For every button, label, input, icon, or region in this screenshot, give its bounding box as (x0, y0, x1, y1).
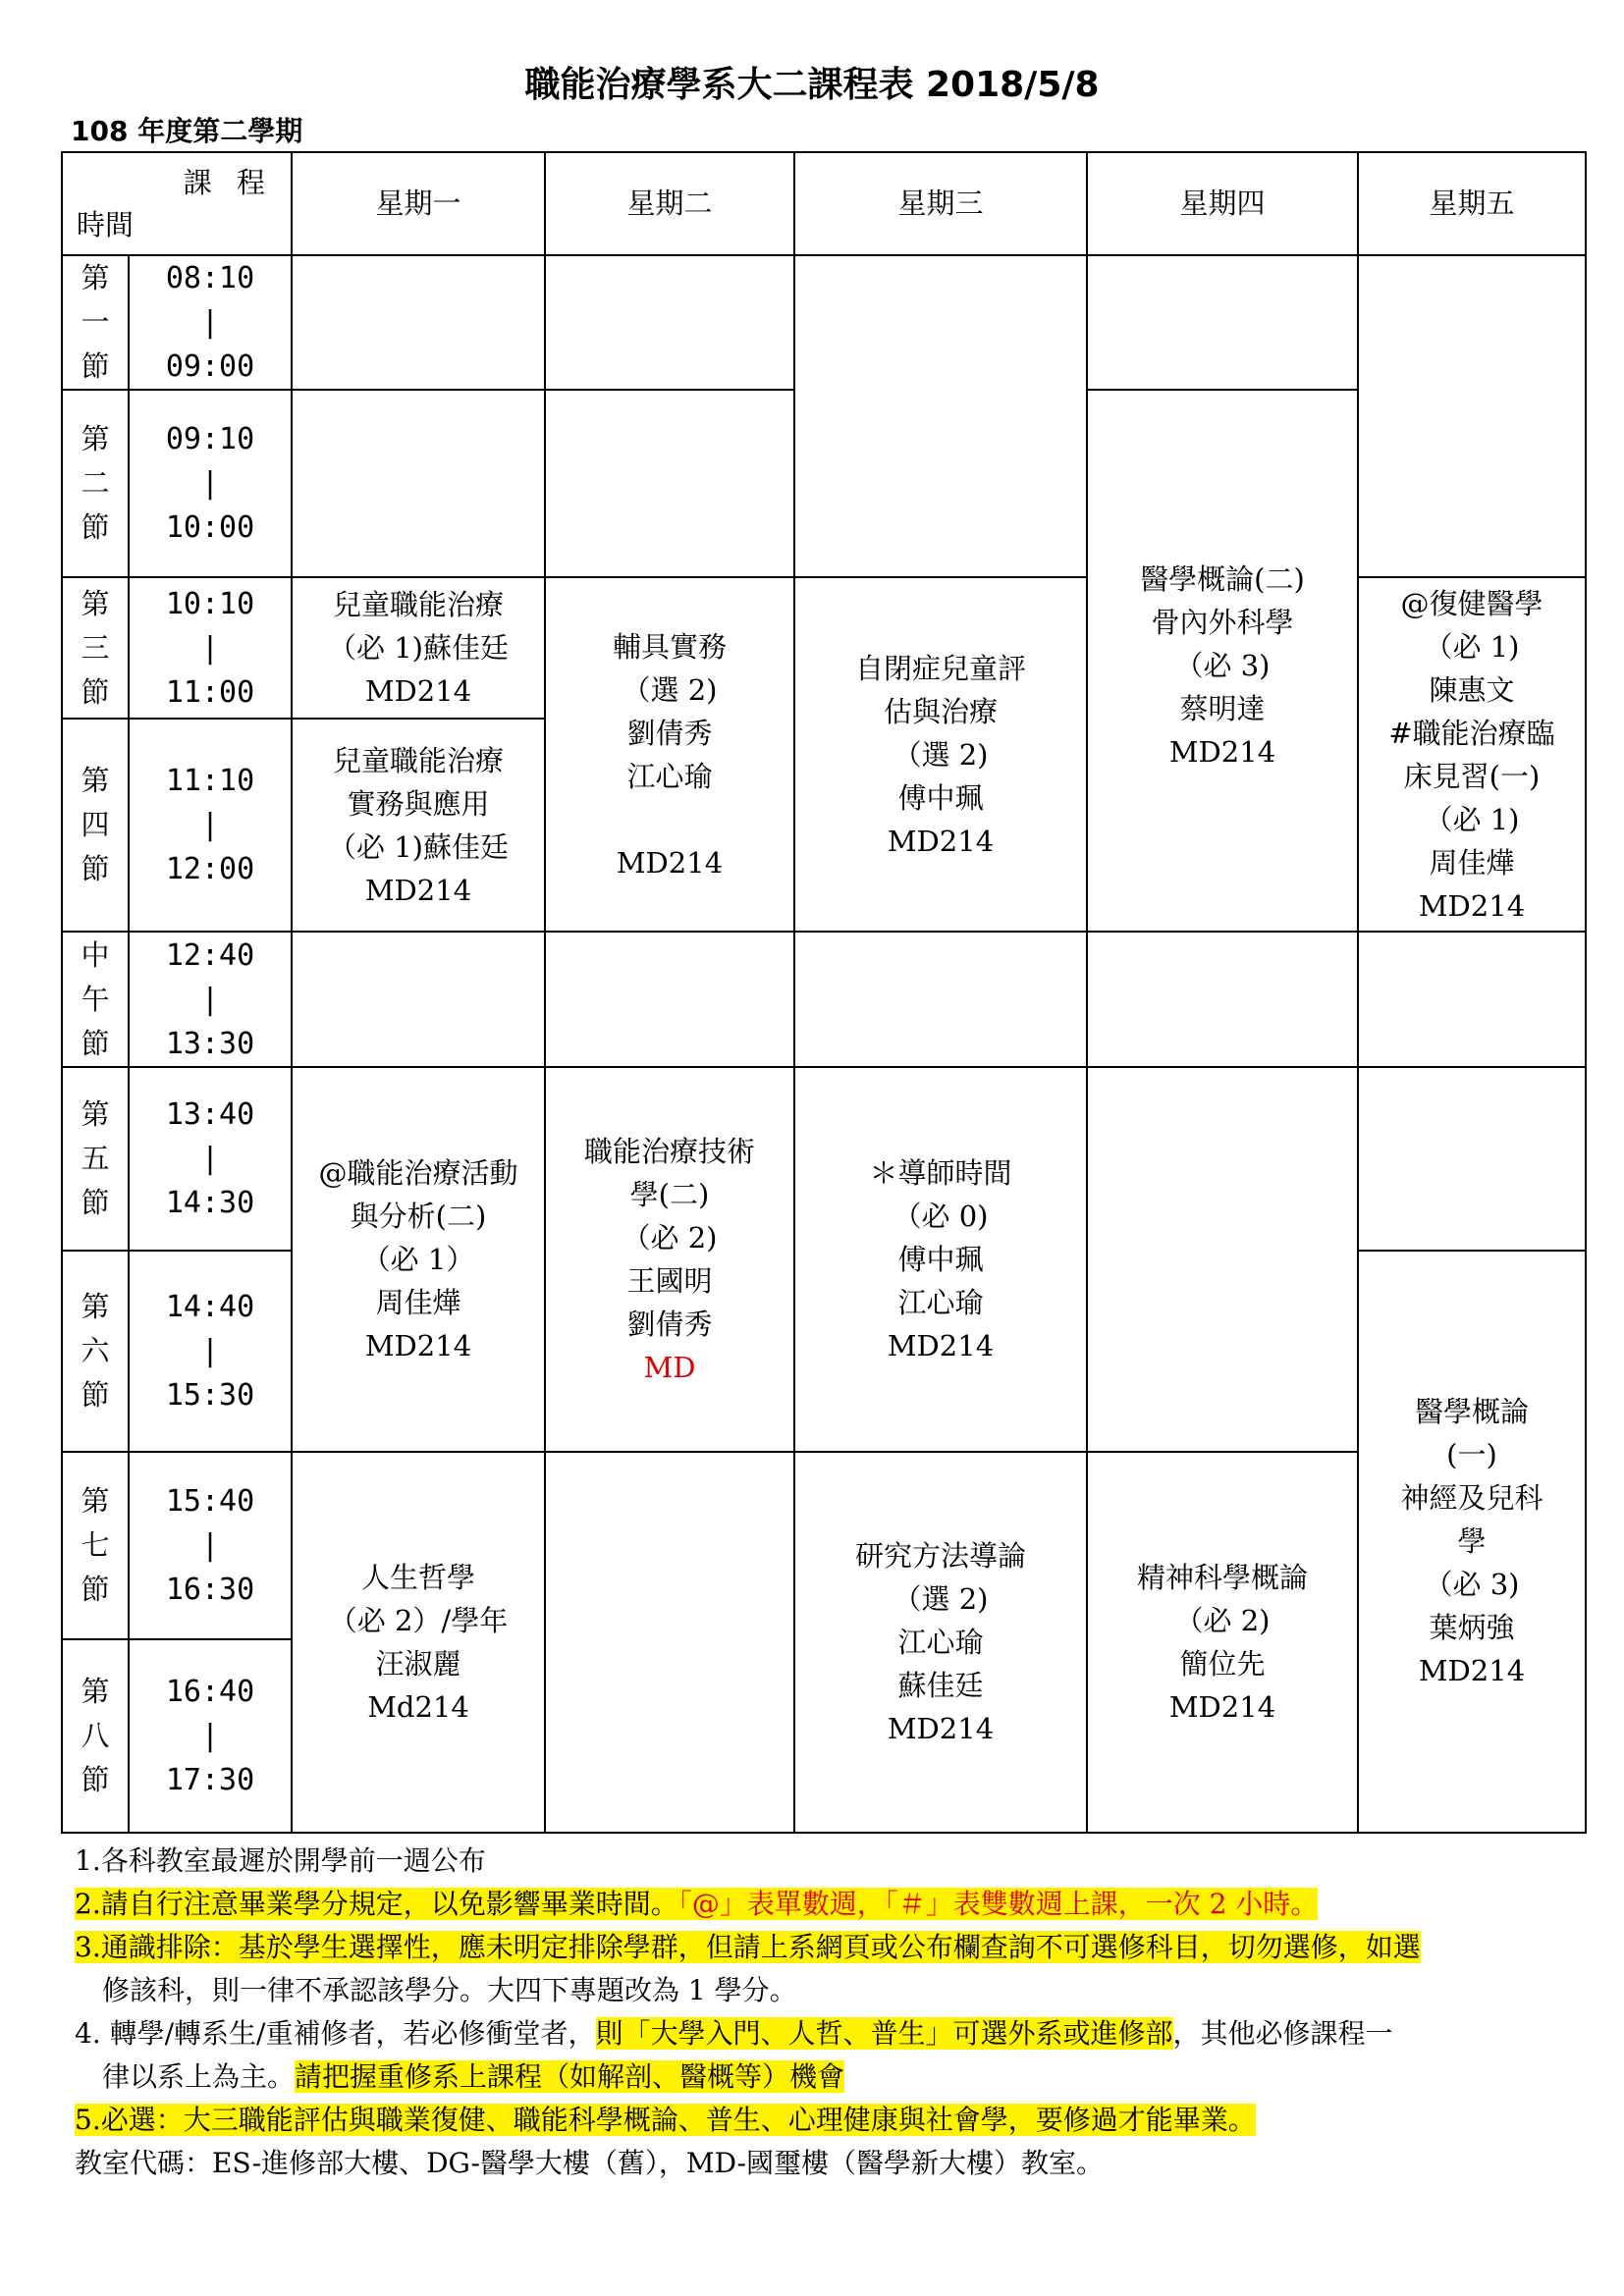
period-name: 第 七 節 (62, 1452, 129, 1639)
period-row (62, 1452, 1586, 1639)
day-header-mon: 星期一 (292, 152, 545, 255)
period-name: 第 二 節 (62, 390, 129, 577)
room-label: MD (643, 1350, 696, 1384)
empty-cell (545, 1452, 794, 1833)
empty-cell (1358, 932, 1586, 1067)
note-4-cont: 律以系上為主。請把握重修系上課程（如解剖、醫概等）機會 (102, 2060, 845, 2093)
course-cell-fri-rehab-medicine: @復健醫學 （必 1) 陳惠文 #職能治療臨 床見習(一) （必 1) 周佳燁 MD214 (1358, 577, 1586, 932)
course-cell-thu-medical-intro-2: 醫學概論(二) 骨內外科學 （必 3) 蔡明達 MD214 (1087, 390, 1358, 932)
period-row (62, 932, 1586, 1067)
period-name: 第 五 節 (62, 1067, 129, 1251)
period-name: 第 三 節 (62, 577, 129, 719)
course-cell-mon-ot-activity: @職能治療活動 與分析(二) （必 1） 周佳燁 MD214 (292, 1067, 545, 1452)
course-cell-tue-ot-techniques: 職能治療技術 學(二) （必 2) 王國明 劉倩秀 MD (545, 1067, 794, 1452)
course-cell-wed-research-methods: 研究方法導論 （選 2) 江心瑜 蘇佳廷 MD214 (794, 1452, 1087, 1833)
period-time: 13:40 | 14:30 (129, 1067, 292, 1251)
empty-cell (1358, 1067, 1586, 1251)
corner-time-label: 時間 (77, 207, 135, 241)
period-name: 第 一 節 (62, 255, 129, 391)
course-cell-wed-autism: 自閉症兒童評 估與治療 （選 2) 傅中珮 MD214 (794, 577, 1087, 932)
day-header-fri: 星期五 (1358, 152, 1586, 255)
note-room-codes: 教室代碼：ES-進修部大樓、DG-醫學大樓（舊），MD-國璽樓（醫學新大樓）教室。 (75, 2147, 1105, 2179)
course-cell-wed-tutor-time: ＊導師時間 （必 0) 傅中珮 江心瑜 MD214 (794, 1067, 1087, 1452)
notes-section (75, 1840, 1587, 2185)
empty-cell (545, 390, 794, 577)
page-title: 職能治療學系大二課程表 2018/5/8 (524, 65, 1100, 105)
corner-course-label: 課 程 (183, 166, 273, 199)
course-cell-fri-medical-intro-1: 醫學概論 (一) 神經及兒科 學 （必 3) 葉炳強 MD214 (1358, 1251, 1586, 1833)
course-cell-mon-child-ot-practice: 兒童職能治療 實務與應用 （必 1)蘇佳廷 MD214 (292, 719, 545, 932)
empty-cell (545, 932, 794, 1067)
schedule-table (61, 151, 1587, 1834)
note-2: 2.請自行注意畢業學分規定，以免影響畢業時間。「@」表單數週，「＃」表雙數週上課，一次 2 小時。 (75, 1888, 1319, 1920)
period-name: 第 六 節 (62, 1251, 129, 1452)
period-time: 12:40 | 13:30 (129, 932, 292, 1067)
course-cell-mon-child-ot: 兒童職能治療 （必 1)蘇佳廷 MD214 (292, 577, 545, 719)
period-time: 10:10 | 11:00 (129, 577, 292, 719)
period-time: 09:10 | 10:00 (129, 390, 292, 577)
period-row (62, 255, 1586, 391)
day-header-thu: 星期四 (1087, 152, 1358, 255)
course-cell-tue-assistive-devices: 輔具實務 （選 2) 劉倩秀 江心瑜 MD214 (545, 577, 794, 932)
day-header-wed: 星期三 (794, 152, 1087, 255)
period-row (62, 1067, 1586, 1251)
empty-cell (292, 932, 545, 1067)
empty-cell (794, 932, 1087, 1067)
empty-cell (1358, 255, 1586, 578)
period-row (62, 577, 1586, 719)
period-name: 第 四 節 (62, 719, 129, 932)
note-3: 3.通識排除：基於學生選擇性，應未明定排除學群，但請上系網頁或公布欄查詢不可選修科目，切勿選修，如選 (75, 1931, 1421, 1963)
day-header-tue: 星期二 (545, 152, 794, 255)
empty-cell (292, 255, 545, 391)
header-row (62, 152, 1586, 255)
empty-cell (1087, 1067, 1358, 1452)
course-cell-thu-psychiatry: 精神科學概論 （必 2) 簡位先 MD214 (1087, 1452, 1358, 1833)
empty-cell (1087, 932, 1358, 1067)
period-name: 第 八 節 (62, 1639, 129, 1833)
period-time: 15:40 | 16:30 (129, 1452, 292, 1639)
period-time: 14:40 | 15:30 (129, 1251, 292, 1452)
period-name: 中 午 節 (62, 932, 129, 1067)
note-1: 1.各科教室最遲於開學前一週公布 (75, 1844, 486, 1877)
semester-label: 108 年度第二學期 (71, 115, 303, 147)
period-time: 16:40 | 17:30 (129, 1639, 292, 1833)
empty-cell (545, 255, 794, 391)
empty-cell (292, 390, 545, 577)
empty-cell (794, 255, 1087, 578)
note-5: 5.必選：大三職能評估與職業復健、職能科學概論、普生、心理健康與社會學，要修過才能畢業。 (75, 2104, 1256, 2136)
corner-cell (62, 152, 292, 255)
period-time: 11:10 | 12:00 (129, 719, 292, 932)
period-time: 08:10 | 09:00 (129, 255, 292, 391)
course-cell-mon-philosophy: 人生哲學 （必 2）/學年 汪淑麗 Md214 (292, 1452, 545, 1833)
note-3-cont: 修該科，則一律不承認該學分。大四下專題改為 1 學分。 (102, 1974, 797, 2006)
empty-cell (1087, 255, 1358, 391)
note-4: 4. 轉學/轉系生/重補修者，若必修衝堂者，則「大學入門、人哲、普生」可選外系或進修部，其他必修課程一 (75, 2017, 1393, 2050)
